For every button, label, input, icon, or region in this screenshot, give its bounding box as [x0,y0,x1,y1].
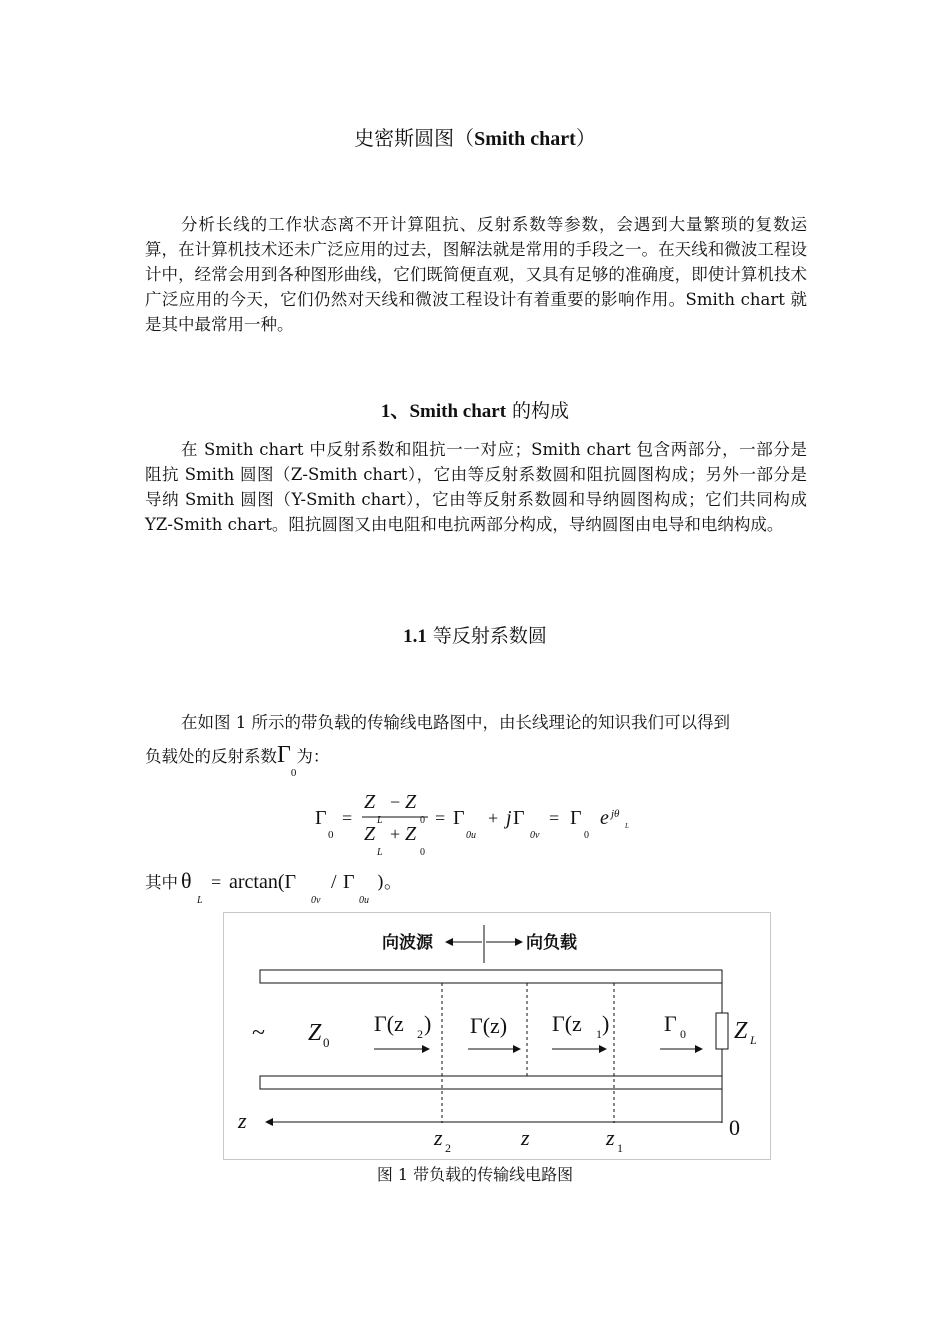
theta-arctan: arctan(Γ [229,871,297,893]
to-source-label: 向波源 [382,933,433,953]
theta-prefix: 其中 [145,873,178,892]
figure-1-caption: 图 1 带负载的传输线电路图 [376,1165,574,1184]
eq-gamma-u-sub: 0u [466,830,476,841]
theta-slash: / [331,871,337,893]
figure-1-frame [223,912,771,1160]
section-1-heading: 1、Smith chart 的构成 [380,400,570,422]
tick-z2: z [434,1125,443,1150]
eq-gamma-0-sub: 0 [584,830,589,841]
tick-z: z [521,1125,530,1150]
eq-plus: + [488,808,499,828]
lower-conductor [260,1076,722,1089]
theta-sub-v: 0v [311,895,321,906]
section-1-paragraph: 在 Smith chart 中反射系数和阻抗一一对应；Smith chart 包含两部分，一部分是阻抗 Smith 圆图（Z-Smith chart），它由等反射系数圆和阻抗圆图构成；另外一部分是导纳 Smith 圆图（Y-Smith chart），它由等反射系数圆和导纳圆图构成；它们共同构成 YZ-Smith chart。阻抗圆图又由电阻和电抗两部分构成，导纳圆图由电导和电纳构成。 [145,440,824,534]
gamma-z2-close: ) [424,1011,432,1036]
eq-gamma-0: Γ [570,807,582,829]
eq-den-z-l-sub: L [377,847,383,858]
upper-conductor [260,970,722,983]
eq-lhs-sub: 0 [328,829,334,841]
page-title: 史密斯圆图（Smith chart） [354,126,596,150]
eq-num-z-0: Z [405,791,417,813]
theta-sub: L [197,895,203,906]
transmission-line-diagram [224,913,770,1159]
gamma-z1-close: ) [602,1011,610,1036]
zl-label-sub: L [750,1033,757,1047]
gamma-z2-label: Γ(z [374,1011,404,1036]
eq-gamma-v: Γ [513,807,525,829]
tick-z1-sub: 1 [617,1141,623,1155]
section-1-1-paragraph-line2: 负载处的反射系数$\Gamma_0$为： [145,742,330,779]
z0-label-sub: 0 [323,1035,330,1050]
gamma-z1-sub: 1 [596,1027,602,1041]
axis-z-label: z [238,1108,247,1133]
section-1-1-paragraph-line1: 在如图 1 所示的带负载的传输线电路图中，由长线理论的知识我们可以得到 [181,713,730,732]
gamma-z1-label: Γ(z [552,1011,582,1036]
eq-den-z-0-sub: 0 [420,847,425,858]
theta-gamma-2: Γ [343,871,355,893]
theta-symbol: θ [181,868,192,893]
eq-num-z-0-sub: 0 [420,815,425,826]
eq-j: j [506,807,512,829]
theta-definition [145,866,425,906]
theta-suffix: )。 [377,872,403,893]
tick-z2-sub: 2 [445,1141,451,1155]
eq-exponent: jθ [611,808,620,820]
eq-den-z-0: Z [405,823,417,845]
eq-gamma-u: Γ [453,807,465,829]
z0-label: Z [308,1020,322,1046]
axis-zero-label: 0 [729,1115,740,1140]
source-symbol: ~ [252,1020,265,1046]
tick-z1: z [606,1125,615,1150]
eq-exponent-sub: L [625,822,629,830]
eq-den-plus: + [390,824,401,844]
eq-den-z-l: Z [364,823,376,845]
gamma-z-label: Γ(z) [470,1013,508,1038]
section-1-1-heading: 1.1 等反射系数圆 [403,625,547,647]
eq-lhs-gamma: Γ [315,807,327,829]
gamma-z2-sub: 2 [417,1027,423,1041]
eq-gamma-v-sub: 0v [530,830,540,841]
gamma-0-sub: 0 [680,1027,686,1041]
eq-num-z-l-sub: L [377,815,383,826]
zl-label: Z [734,1018,748,1044]
reflection-coefficient-equation [300,786,660,862]
intro-paragraph: 分析长线的工作状态离不开计算阻抗、反射系数等参数，会遇到大量繁琐的复数运算，在计算机技术还未广泛应用的过去，图解法就是常用的手段之一。在天线和微波工程设计中，经常会用到各种图形曲线，它们既简便直观，又具有足够的准确度，即使计算机技术广泛应用的今天，它们仍然对天线和微波工程设计有着重要的影响作用。Smith chart 就是其中最常用一种。 [145,215,807,334]
eq-num-minus: − [390,792,401,812]
eq-equals-1: = [342,808,353,828]
eq-e: e [600,807,609,829]
gamma-0-label: Γ [664,1011,677,1036]
eq-num-z-l: Z [364,791,376,813]
to-load-label: 向负载 [526,933,577,953]
theta-sub-u: 0u [359,895,369,906]
load-resistor [716,1013,728,1049]
eq-equals-2: = [435,808,446,828]
eq-equals-3: = [549,808,560,828]
theta-equals: = [211,872,222,892]
